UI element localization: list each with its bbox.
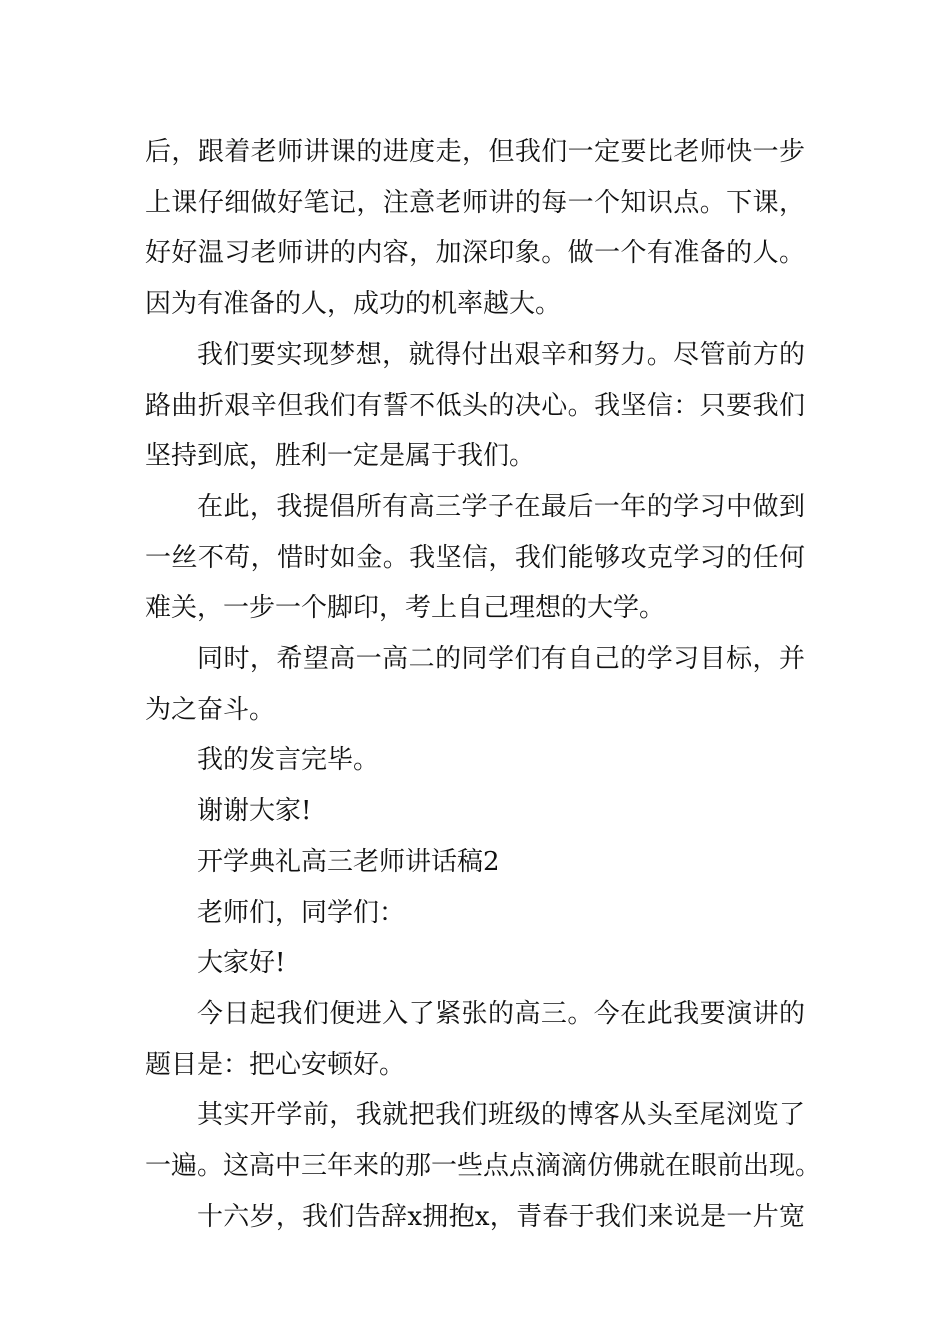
paragraph bbox=[145, 888, 805, 939]
text-line: 难关，一步一个脚印，考上自己理想的大学。 bbox=[145, 593, 666, 624]
paragraph bbox=[145, 330, 805, 482]
paragraph bbox=[145, 1192, 805, 1243]
paragraph bbox=[145, 127, 805, 330]
text-line: 大家好! bbox=[197, 948, 286, 979]
text-line: 因为有准备的人，成功的机率越大。 bbox=[145, 289, 562, 320]
text-line: 一丝不苟，惜时如金。我坚信，我们能够攻克学习的任何 bbox=[145, 542, 805, 573]
text-line: 在此，我提倡所有高三学子在最后一年的学习中做到 bbox=[197, 491, 805, 522]
text-line: 谢谢大家! bbox=[197, 796, 312, 827]
text-line: 一遍。这高中三年来的那一些点点滴滴仿佛就在眼前出现。 bbox=[145, 1151, 822, 1182]
text-line: 我们要实现梦想，就得付出艰辛和努力。尽管前方的 bbox=[197, 339, 805, 370]
paragraph bbox=[145, 786, 805, 837]
paragraph bbox=[145, 1090, 822, 1191]
paragraph bbox=[145, 938, 805, 989]
text-line: 今日起我们便进入了紧张的高三。今在此我要演讲的 bbox=[197, 998, 805, 1029]
text-line: 题目是：把心安顿好。 bbox=[145, 1049, 406, 1080]
paragraph bbox=[145, 482, 805, 634]
text-line: 上课仔细做好笔记，注意老师讲的每一个知识点。下课， bbox=[145, 187, 805, 218]
text-line: 开学典礼高三老师讲话稿2 bbox=[197, 846, 500, 877]
text-line: 坚持到底，胜利一定是属于我们。 bbox=[145, 441, 536, 472]
text-line: 十六岁，我们告辞x拥抱x，青春于我们来说是一片宽 bbox=[197, 1201, 805, 1232]
document-body bbox=[145, 127, 822, 1242]
paragraph bbox=[145, 735, 805, 786]
text-line: 路曲折艰辛但我们有誓不低头的决心。我坚信：只要我们 bbox=[145, 390, 805, 421]
text-line: 为之奋斗。 bbox=[145, 694, 276, 725]
text-line: 后，跟着老师讲课的进度走，但我们一定要比老师快一步 bbox=[145, 137, 805, 167]
paragraph bbox=[145, 989, 805, 1090]
section-heading bbox=[145, 837, 805, 888]
text-line: 其实开学前，我就把我们班级的博客从头至尾浏览了 bbox=[197, 1100, 805, 1131]
paragraph bbox=[145, 634, 805, 735]
text-line: 同时，希望高一高二的同学们有自己的学习目标，并 bbox=[197, 644, 805, 675]
text-line: 老师们，同学们： bbox=[197, 897, 406, 928]
text-line: 我的发言完毕。 bbox=[197, 745, 380, 776]
text-line: 好好温习老师讲的内容，加深印象。做一个有准备的人。 bbox=[145, 238, 805, 269]
